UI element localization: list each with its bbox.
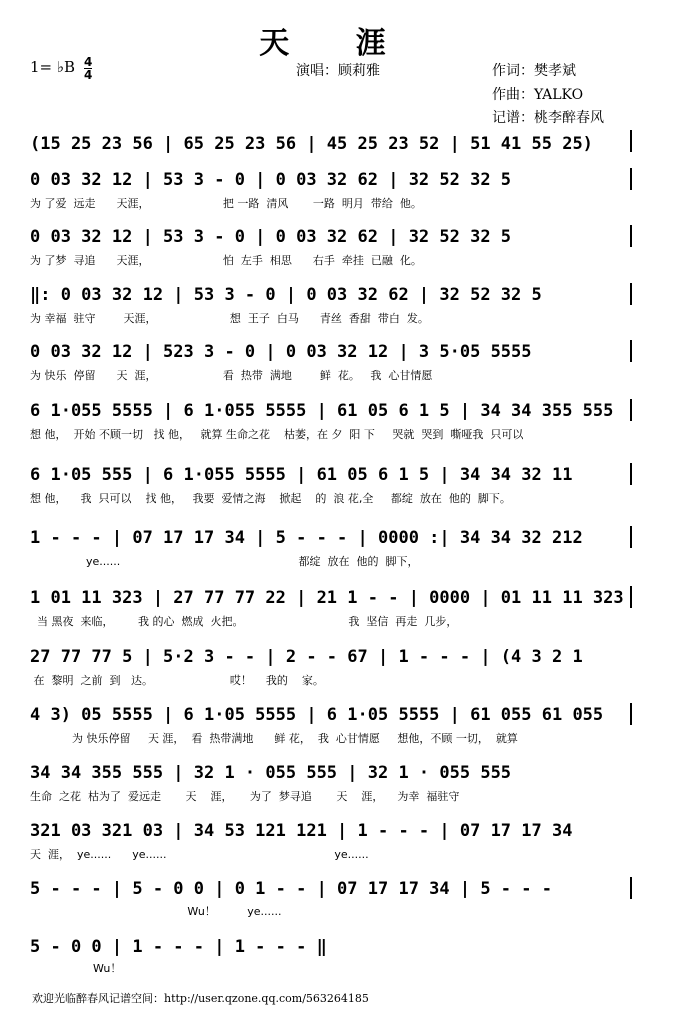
score-row: 27 77 77 5 | 5·2 3 - - | 2 - - 67 | 1 - - - | (4 3 2 1 — [30, 647, 583, 667]
score-row: 0 03 32 12 | 53 3 - 0 | 0 03 32 62 | 32 52 32 5 — [30, 170, 512, 190]
barline — [630, 225, 632, 247]
barline — [630, 340, 632, 362]
score-row: 1 01 11 323 | 27 77 77 22 | 21 1 - - | 0000 | 01 11 11 323 — [30, 588, 624, 608]
lyric-row: Wu！ ye...... — [30, 905, 282, 918]
lyric-row: 天 涯， ye...... ye...... ye...... — [30, 848, 369, 861]
key-signature: 1= ♭B — [30, 58, 75, 76]
score-row: 0 03 32 12 | 53 3 - 0 | 0 03 32 62 | 32 52 32 5 — [30, 227, 512, 247]
lyric-row: 为 快乐停留 天 涯， 看 热带满地 鲜 花， 我 心甘情愿 想他，不顾 一切， 就算 — [30, 732, 518, 745]
lyric-row: 为 了爱 远走 天涯， 把 一路 清风 一路 明月 带给 他。 — [30, 197, 422, 210]
barline — [630, 283, 632, 305]
score-row: 0 03 32 12 | 523 3 - 0 | 0 03 32 12 | 3 5·05 5555 — [30, 342, 532, 362]
composer-credit: 作曲：YALKO — [492, 87, 584, 103]
transcriber-credit: 记谱：桃李醉春风 — [492, 110, 604, 126]
score-row: 34 34 355 555 | 32 1 · 055 555 | 32 1 · 055 555 — [30, 763, 512, 783]
footer-credit: 欢迎光临醉春风记谱空间：http://user.qzone.qq.com/563264185 — [32, 992, 369, 1005]
lyric-row: 生命 之花 枯为了 爱远走 天 涯， 为了 梦寻追 天 涯， 为幸 福驻守 — [30, 790, 460, 803]
barline — [630, 526, 632, 548]
score-row: 4 3) 05 5555 | 6 1·05 5555 | 6 1·05 5555 | 61 055 61 055 — [30, 705, 604, 725]
barline — [630, 168, 632, 190]
barline — [630, 703, 632, 725]
lyric-row: 为 幸福 驻守 天涯， 想 王子 白马 青丝 香甜 带白 发。 — [30, 312, 429, 325]
score-row: 6 1·055 5555 | 6 1·055 5555 | 61 05 6 1 5 | 34 34 355 555 — [30, 401, 614, 421]
time-signature — [84, 56, 92, 81]
score-row-intro: (15 25 23 56 | 65 25 23 56 | 45 25 23 52 | 51 41 55 25) — [30, 134, 593, 154]
barline — [630, 586, 632, 608]
time-signature-top: 4 — [84, 55, 93, 69]
time-signature-bottom: 4 — [84, 68, 93, 82]
barline — [630, 130, 632, 152]
score-row: 1 - - - | 07 17 17 34 | 5 - - - | 0000 :| 34 34 32 212 — [30, 528, 583, 548]
song-title: 天 涯 — [259, 26, 414, 61]
lyric-row: ye...... 都绽 放在 他的 脚下， — [30, 555, 419, 568]
barline — [630, 463, 632, 485]
lyric-row: 在 黎明 之前 到 达。 哎！ 我的 家。 — [30, 674, 324, 687]
barline — [630, 877, 632, 899]
lyric-row: 想 他， 我 只可以 找 他， 我要 爱情之海 掀起 的 浪 花,全 都绽 放在 他的 脚下。 — [30, 492, 511, 505]
lyric-row: 为 快乐 停留 天 涯， 看 热带 满地 鲜 花。 我 心甘情愿 — [30, 369, 433, 382]
lyric-row: 想 他， 开始 不顾一切 找 他， 就算 生命之花 枯萎，在 夕 阳 下 哭就 哭到 嘶哑我 只可以 — [30, 428, 524, 441]
singer-credit: 演唱：顾莉雅 — [296, 63, 380, 79]
barline — [630, 399, 632, 421]
lyric-row: Wu！ — [30, 962, 122, 975]
score-row: 321 03 321 03 | 34 53 121 121 | 1 - - - | 07 17 17 34 — [30, 821, 573, 841]
score-row: ‖: 0 03 32 12 | 53 3 - 0 | 0 03 32 62 | 32 52 32 5 — [30, 285, 542, 305]
lyricist-credit: 作词：樊孝斌 — [492, 63, 576, 79]
lyric-row: 为 了梦 寻追 天涯， 怕 左手 相思 右手 牵挂 已融 化。 — [30, 254, 422, 267]
score-row: 5 - 0 0 | 1 - - - | 1 - - - ‖ — [30, 937, 327, 957]
lyric-row: 当 黑夜 来临， 我 的心 燃成 火把。 我 坚信 再走 几步， — [30, 615, 458, 628]
score-row: 6 1·05 555 | 6 1·055 5555 | 61 05 6 1 5 | 34 34 32 11 — [30, 465, 573, 485]
score-row: 5 - - - | 5 - 0 0 | 0 1 - - | 07 17 17 34 | 5 - - - — [30, 879, 552, 899]
